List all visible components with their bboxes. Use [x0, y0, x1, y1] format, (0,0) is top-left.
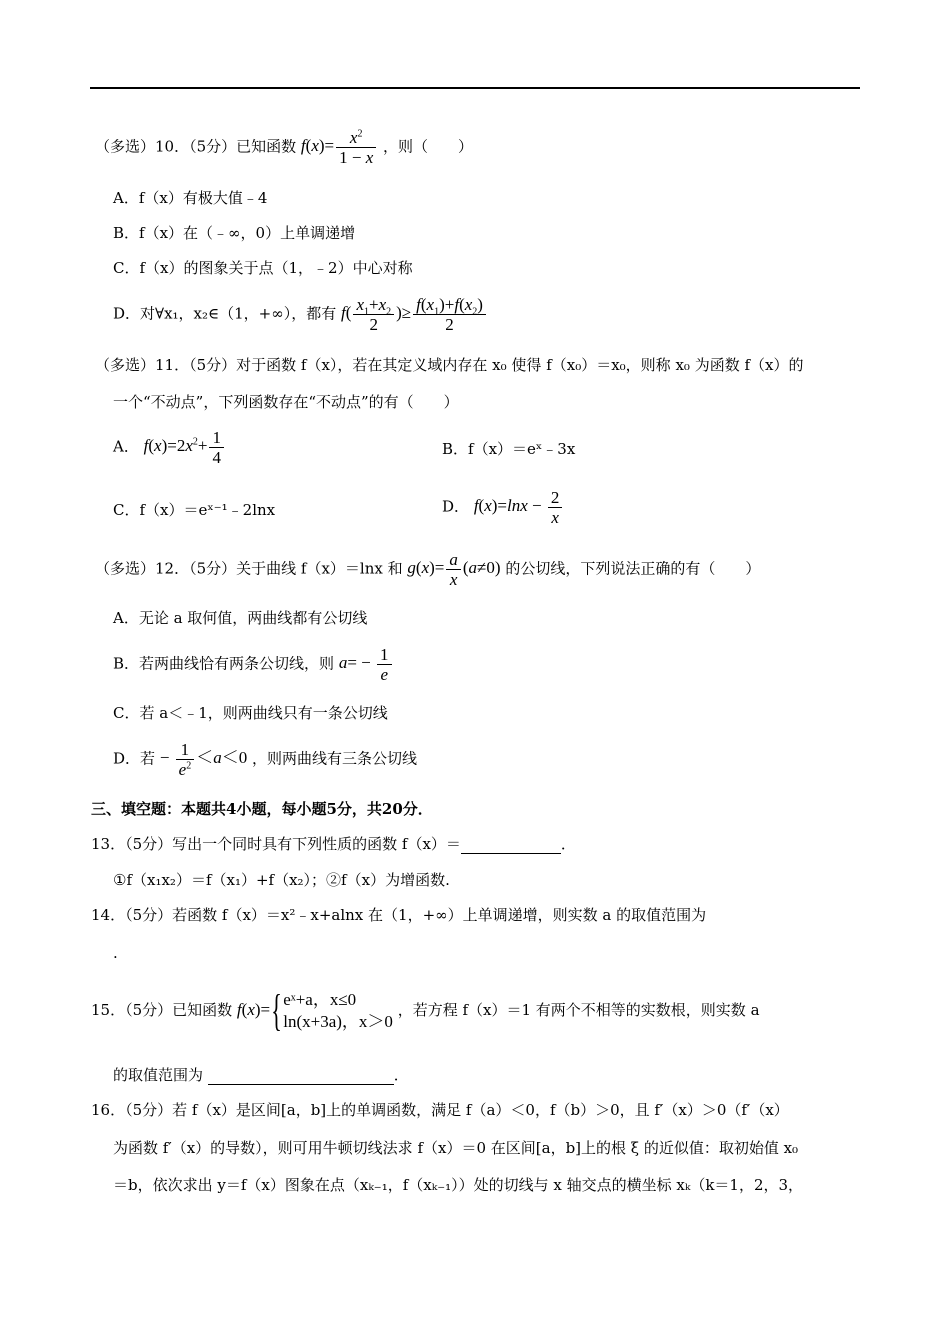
q13-end: ．	[560, 835, 576, 853]
q10-prefix: （多选）10．（5分）已知函数	[95, 137, 297, 156]
q11-option-c: C．f（x）＝eˣ⁻¹﹣2lnx	[113, 501, 276, 519]
section-3-heading: 三、填空题：本题共4小题，每小题5分，共20分．	[91, 800, 433, 818]
q15-brace: {	[271, 986, 282, 1036]
q13-line2: ①f（x₁x₂）＝f（x₁）+f（x₂）；②f（x）为增函数.	[113, 871, 450, 889]
q12-stem	[95, 550, 760, 589]
header-rule	[90, 87, 860, 89]
q12-d-formula: − $\frac{1}{e^2}$ ＜a＜0	[159, 740, 248, 779]
q15-case1: eˣ+a，x≤0	[283, 990, 357, 1010]
q14-line1: 14．（5分）若函数 f（x）＝x²﹣x+alnx 在（1，+∞）上单调递增，则实数 a 的取值范围为	[91, 906, 707, 924]
q16-line1: 16．（5分）若 f（x）是区间[a，b]上的单调函数，满足 f（a）＜0，f（b）＞0，且 f′（x）＞0（f′（x）	[91, 1101, 789, 1119]
q16-line2: 为函数 f′（x）的导数），则可用牛顿切线法求 f（x）＝0 在区间[a，b]上的根 ξ 的近似值：取初始值 x₀	[113, 1139, 799, 1157]
q15-answer-blank[interactable]	[208, 1084, 394, 1085]
q10-d-formula: f( $\frac{x_1+x_2}{2}$ )≥ $\frac{f(x_1)+f(x_2)}{2}$	[341, 303, 488, 322]
q10-formula: f(x)= $\frac{x^2}{1 - x}$	[301, 136, 378, 155]
q12-option-b	[113, 645, 394, 684]
q15-suffix: ，若方程 f（x）＝1 有两个不相等的实数根，则实数 a	[397, 1001, 760, 1019]
q14-line2: .	[113, 944, 118, 962]
q11-option-d	[442, 488, 564, 527]
q11-option-b: B．f（x）＝eˣ﹣3x	[442, 440, 576, 458]
q12-prefix: （多选）12．（5分）关于曲线 f（x）＝lnx 和	[95, 559, 403, 578]
q10-option-d	[113, 295, 488, 334]
q12-option-c: C．若 a＜﹣1，则两曲线只有一条公切线	[113, 704, 388, 722]
q12-formula: g(x)= $\frac{a}{x}$ (a≠0)	[407, 550, 501, 589]
q11-line1: （多选）11．（5分）对于函数 f（x），若在其定义域内存在 x₀ 使得 f（x₀）＝x₀，则称 x₀ 为函数 f（x）的	[95, 356, 804, 374]
q11-line2: 一个“不动点”，下列函数存在“不动点”的有（ ）	[113, 393, 459, 411]
q13-line1	[91, 834, 576, 854]
q16-line3: ＝b，依次求出 y＝f（x）图象在点（xₖ₋₁，f（xₖ₋₁））处的切线与 x 轴交点的横坐标 xₖ（k＝1，2，3，	[113, 1176, 804, 1194]
q15-line2-text: 的取值范围为	[113, 1066, 204, 1084]
q12-d-suffix: ，则两曲线有三条公切线	[251, 749, 417, 768]
q12-suffix: 的公切线，下列说法正确的有（ ）	[505, 559, 761, 578]
q10-option-b: B．f（x）在（﹣∞，0）上单调递增	[113, 224, 356, 242]
q12-b-formula: a= − $\frac{1}{e}$	[339, 653, 394, 672]
q15-formula: f(x)={ eˣ+a，x≤0 ln(x+3a)，x＞0	[236, 986, 393, 1036]
q10-option-c: C．f（x）的图象关于点（1，﹣2）中心对称	[113, 259, 413, 277]
q12-b-prefix: B．若两曲线恰有两条公切线，则	[113, 654, 335, 673]
q10-option-a: A．f（x）有极大值﹣4	[113, 189, 268, 207]
q15-line2	[113, 1065, 409, 1085]
q12-d-prefix: D．若	[113, 749, 156, 768]
q15-line2-end: ．	[393, 1066, 409, 1084]
q11-d-formula: f(x)=lnx − $\frac{2}{x}$	[474, 496, 565, 515]
q10-suffix: ，则（ ）	[383, 137, 474, 156]
q10-d-prefix: D．对∀x₁，x₂∈（1，+∞），都有	[113, 304, 337, 323]
q12-option-d	[113, 740, 417, 779]
q15-prefix: 15．（5分）已知函数	[91, 1001, 233, 1019]
q10-stem	[95, 128, 473, 167]
q11-a-label: A．	[113, 437, 139, 456]
q15-stem	[91, 982, 760, 1038]
q11-d-label: D．	[442, 497, 470, 516]
q15-case2: ln(x+3a)，x＞0	[283, 1012, 393, 1032]
q13-answer-blank[interactable]	[461, 853, 561, 854]
q11-a-formula: $f(x)=2x^2+$ $\frac{1}{4}$	[144, 436, 226, 455]
q12-option-a: A．无论 a 取何值，两曲线都有公切线	[113, 609, 368, 627]
q13-text: 13．（5分）写出一个同时具有下列性质的函数 f（x）＝	[91, 835, 461, 853]
q11-option-a	[113, 428, 226, 467]
